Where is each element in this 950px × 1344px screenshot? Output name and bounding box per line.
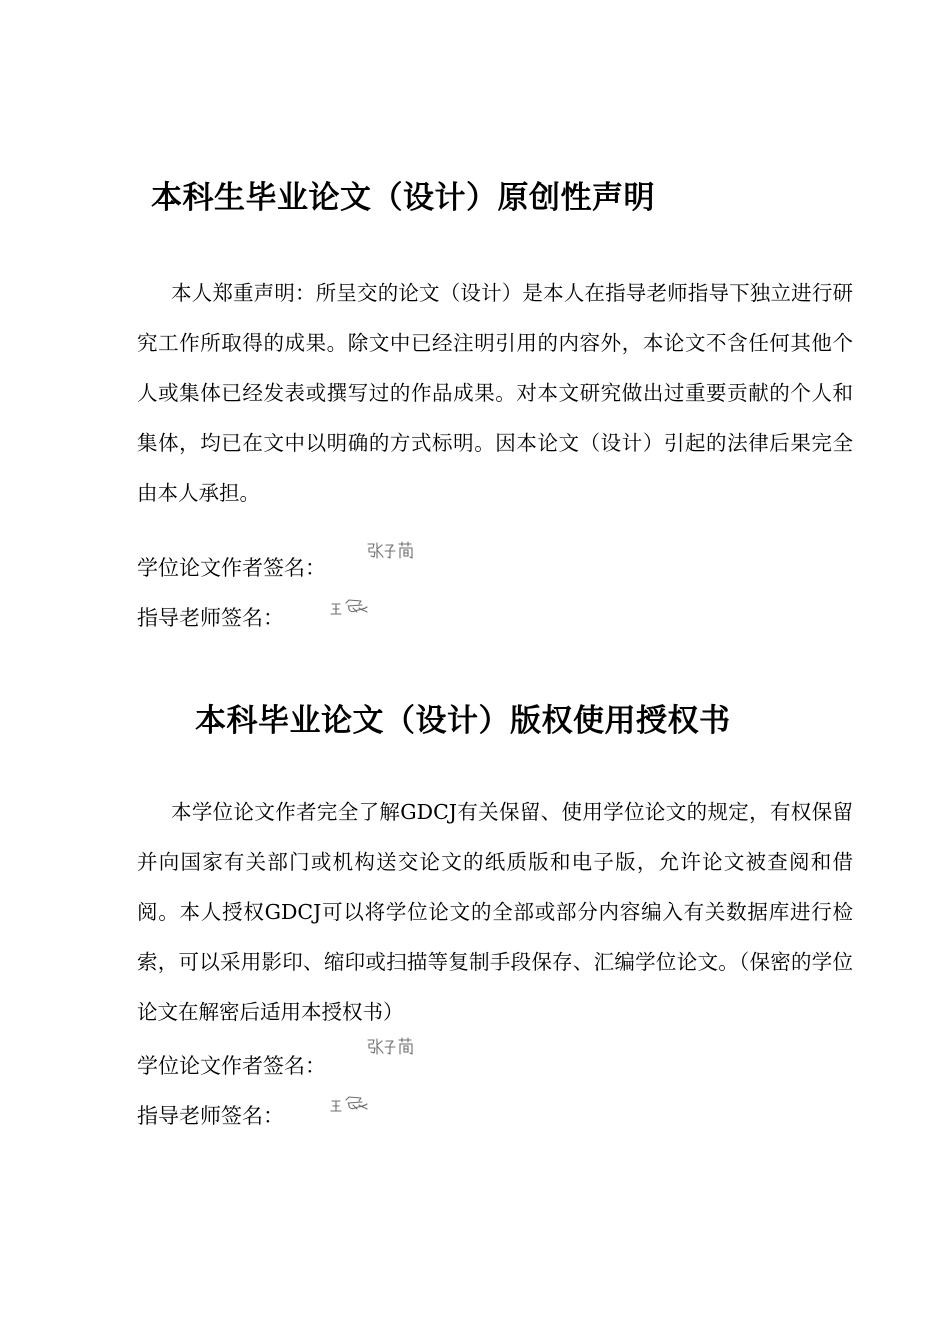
copyright-advisor-signature-image (329, 1095, 371, 1115)
originality-author-signature-label: 学位论文作者签名： (137, 556, 326, 580)
copyright-author-signature-label: 学位论文作者签名： (137, 1054, 326, 1078)
copyright-advisor-signature-label: 指导老师签名： (137, 1104, 284, 1128)
originality-advisor-signature-label: 指导老师签名： (137, 606, 284, 630)
originality-author-signature-image (366, 540, 418, 562)
originality-declaration-body: 本人郑重声明：所呈交的论文（设计）是本人在指导老师指导下独立进行研究工作所取得的成果。除文中已经注明引用的内容外，本论文不含任何其他个人或集体已经发表或撰写过的作品成果。对本文研究做出过重要贡献的个人和集体，均已在文中以明确的方式标明。因本论文（设计）引起的法律后果完全由本人承担。 (137, 281, 853, 505)
originality-advisor-signature-image (329, 598, 371, 618)
copyright-authorization-title: 本科毕业论文（设计）版权使用授权书 (195, 703, 731, 739)
originality-declaration-title: 本科生毕业论文（设计）原创性声明 (151, 180, 655, 216)
copyright-authorization-body: 本学位论文作者完全了解GDCJ有关保留、使用学位论文的规定，有权保留并向国家有关部门或机构送交论文的纸质版和电子版，允许论文被查阅和借阅。本人授权GDCJ可以将学位论文的全部或部分内容编入有关数据库进行检索，可以采用影印、缩印或扫描等复制手段保存、汇编学位论文。（保密的学位论文在解密后适用本授权书） (137, 800, 853, 1024)
copyright-author-signature-image (366, 1036, 418, 1058)
